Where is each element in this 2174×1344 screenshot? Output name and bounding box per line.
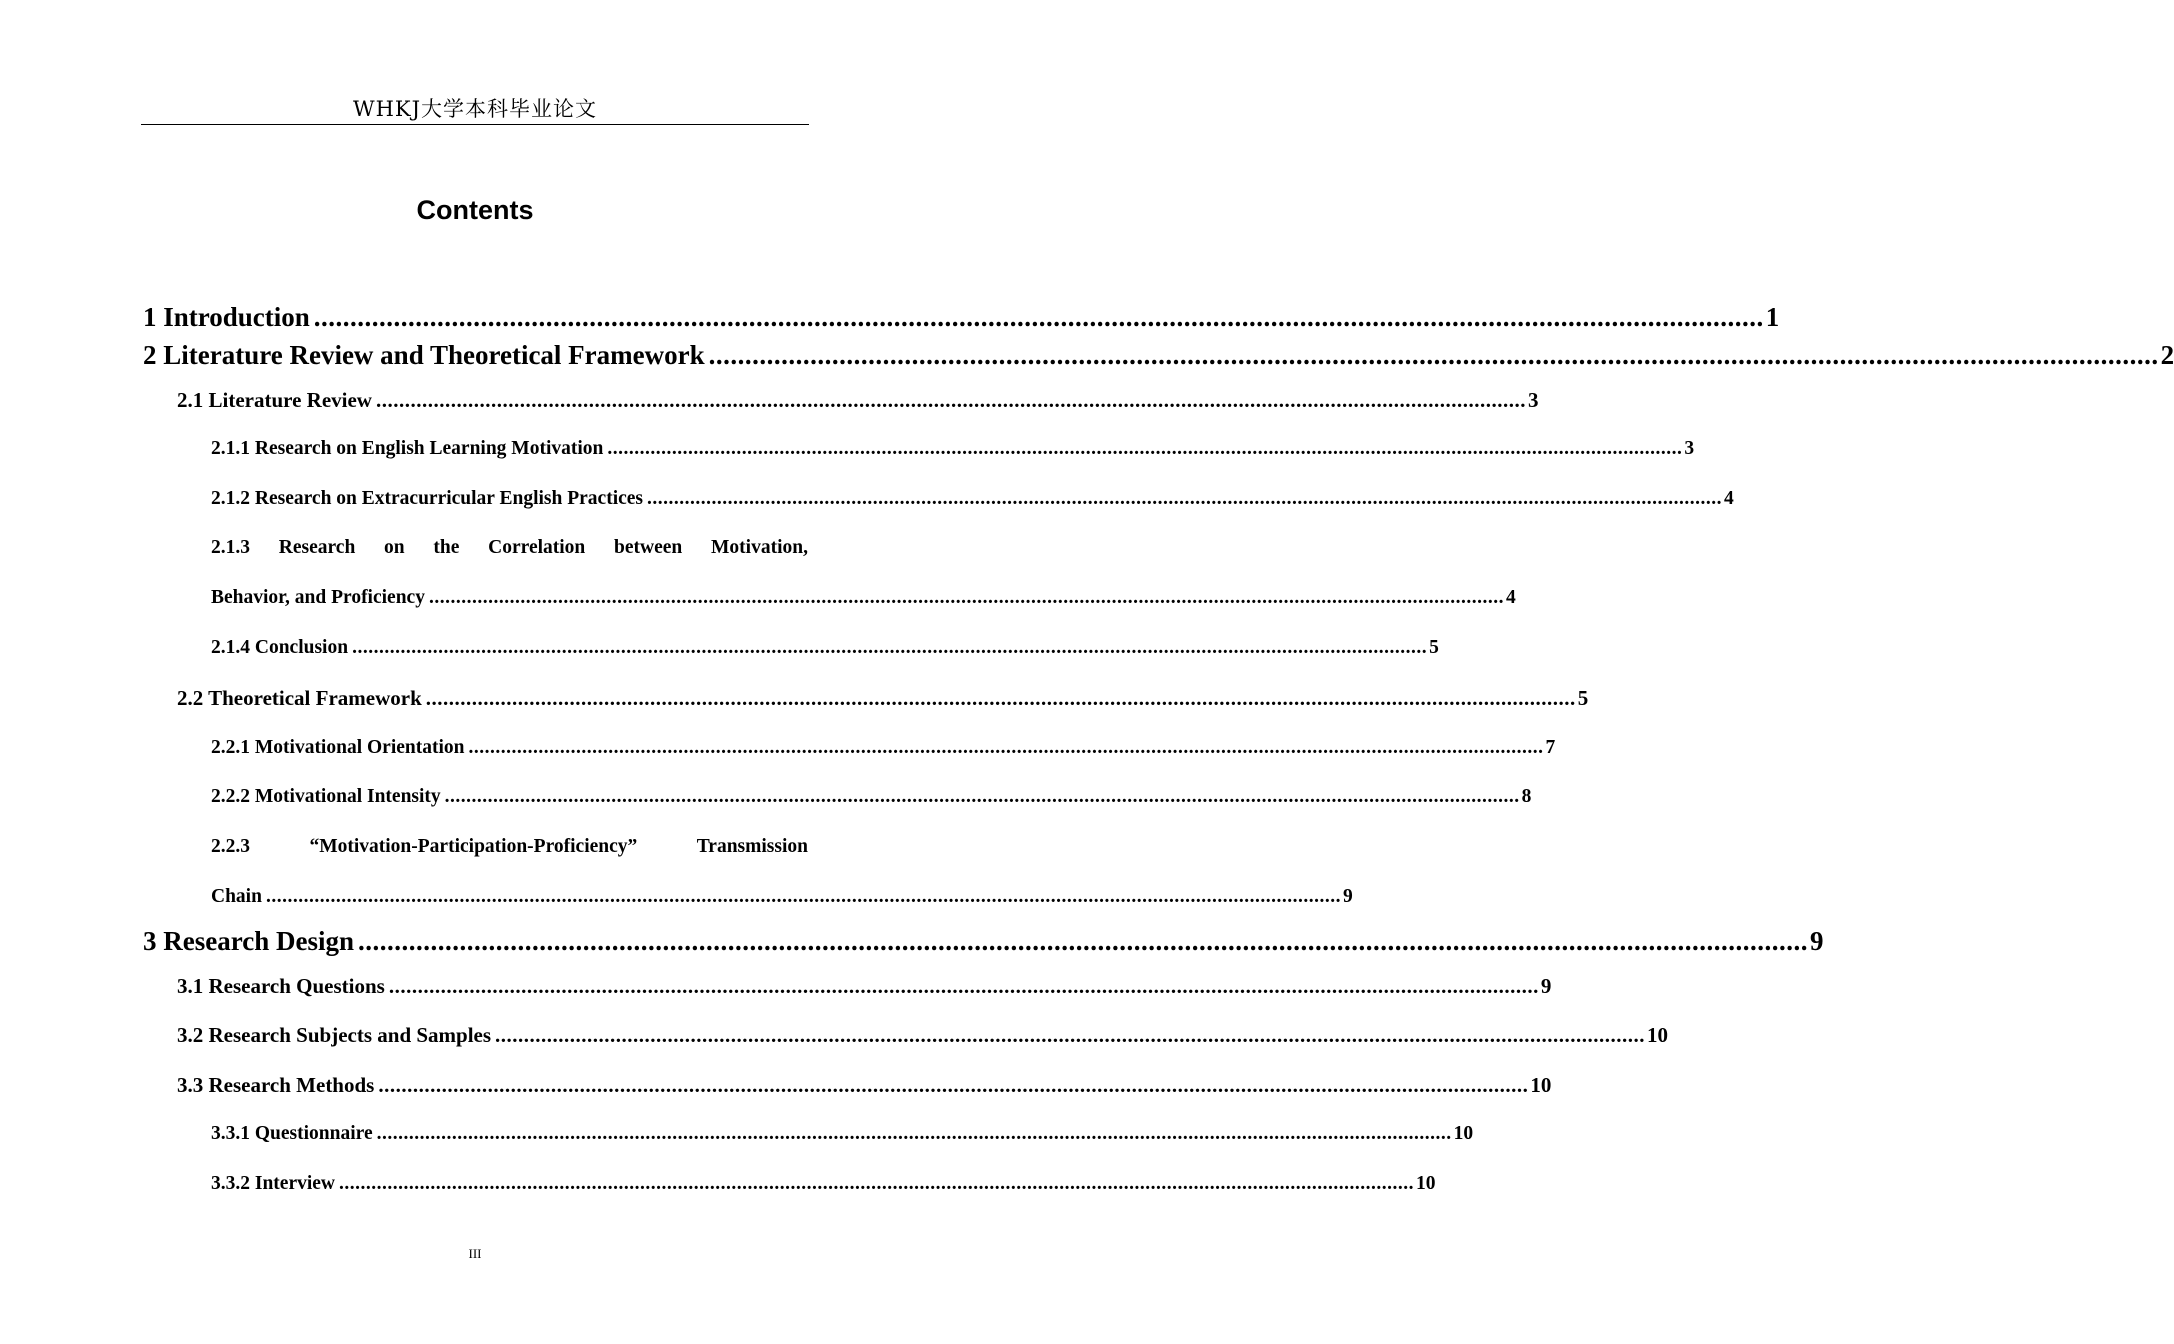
toc-leader-dots: ........................................................................................................................................................................................................ — [425, 686, 1576, 710]
toc-entry-word: 2.1.3 — [211, 537, 250, 558]
toc-entry-title: Behavior, and Proficiency — [211, 587, 425, 608]
toc-entry-page: 3 — [1684, 438, 1695, 459]
toc-entry-3[interactable] — [143, 926, 1824, 957]
toc-entry-title: 3.2 Research Subjects and Samples — [177, 1023, 492, 1047]
header-rule — [141, 124, 809, 125]
toc-entry-3-1[interactable] — [177, 974, 1552, 999]
toc-entry-page: 8 — [1521, 786, 1532, 807]
toc-leader-dots: ........................................................................................................................................................................................................ — [444, 786, 1520, 807]
toc-leader-dots: ........................................................................................................................................................................................................ — [313, 302, 1764, 332]
toc-entry-page: 5 — [1577, 686, 1589, 710]
toc-entry-3-2[interactable] — [177, 1023, 1669, 1048]
toc-entry-page: 2 — [2160, 340, 2174, 370]
toc-leader-dots: ........................................................................................................................................................................................................ — [339, 1173, 1415, 1194]
toc-entry-2-1-3-line-1[interactable] — [211, 537, 808, 559]
toc-entry-2-2-3-line-1[interactable] — [211, 836, 808, 858]
toc-leader-dots: ........................................................................................................................................................................................................ — [375, 388, 1526, 412]
toc-leader-dots: ........................................................................................................................................................................................................ — [428, 587, 1504, 608]
toc-leader-dots: ........................................................................................................................................................................................................ — [378, 1073, 1529, 1097]
toc-entry-word: between — [614, 537, 683, 558]
toc-entry-title: 2 Literature Review and Theoretical Framework — [143, 340, 705, 370]
toc-entry-3-3-1[interactable] — [211, 1123, 1474, 1145]
toc-entry-3-3[interactable] — [177, 1073, 1552, 1098]
toc-entry-page: 10 — [1530, 1073, 1552, 1097]
toc-leader-dots: ........................................................................................................................................................................................................ — [388, 974, 1539, 998]
toc-entry-title: 1 Introduction — [143, 302, 310, 332]
toc-heading: Contents — [416, 195, 534, 225]
toc-entry-title: 2.1.2 Research on Extracurricular English Practices — [211, 488, 644, 509]
toc-leader-dots: ........................................................................................................................................................................................................ — [376, 1123, 1452, 1144]
toc-leader-dots: ........................................................................................................................................................................................................ — [357, 926, 1808, 956]
toc-entry-word: 2.2.3 — [211, 836, 250, 857]
toc-leader-dots: ........................................................................................................................................................................................................ — [352, 637, 1428, 658]
toc-entry-2-1-3-line-2[interactable] — [211, 587, 1516, 609]
toc-entry-2-2-3-line-2[interactable] — [211, 886, 1353, 908]
toc-entry-title: 3.3.1 Questionnaire — [211, 1123, 373, 1144]
toc-entry-page: 7 — [1545, 737, 1556, 758]
toc-leader-dots: ........................................................................................................................................................................................................ — [607, 438, 1683, 459]
toc-entry-page: 9 — [1342, 886, 1353, 907]
toc-leader-dots: ........................................................................................................................................................................................................ — [468, 737, 1544, 758]
toc-entry-word: “Motivation-Participation-Proficiency” — [309, 836, 638, 857]
page-number: III — [468, 1246, 482, 1261]
toc-entry-page: 4 — [1724, 488, 1734, 509]
toc-entry-title: 2.2 Theoretical Framework — [177, 686, 422, 710]
toc-entry-2-1-1[interactable] — [211, 438, 1695, 460]
toc-entry-2-1-4[interactable] — [211, 637, 1439, 659]
toc-entry-title: 2.2.1 Motivational Orientation — [211, 737, 465, 758]
toc-entry-word: Motivation, — [711, 537, 808, 558]
toc-entry-title: 3.3 Research Methods — [177, 1073, 375, 1097]
toc-entry-page: 9 — [1540, 974, 1552, 998]
toc-entry-word: the — [433, 537, 460, 558]
toc-entry-page: 9 — [1809, 926, 1824, 956]
toc-entry-page: 4 — [1505, 587, 1516, 608]
toc-entry-page: 10 — [1453, 1123, 1474, 1144]
toc-leader-dots: ........................................................................................................................................................................................................ — [647, 488, 1723, 509]
toc-leader-dots: ........................................................................................................................................................................................................ — [265, 886, 1341, 907]
toc-entry-page: 3 — [1527, 388, 1539, 412]
toc-entry-2-1-2[interactable] — [211, 488, 1734, 510]
toc-entry-2-2-2[interactable] — [211, 786, 1532, 808]
toc-entry-title: 3.1 Research Questions — [177, 974, 385, 998]
toc-entry-3-3-2[interactable] — [211, 1173, 1436, 1195]
toc-entry-title: 2.2.2 Motivational Intensity — [211, 786, 441, 807]
toc-entry-word: Correlation — [488, 537, 586, 558]
toc-leader-dots: ........................................................................................................................................................................................................ — [495, 1023, 1646, 1047]
toc-entry-2-1[interactable] — [177, 388, 1539, 413]
toc-entry-1[interactable] — [143, 302, 1780, 333]
toc-entry-title: Chain — [211, 886, 262, 907]
toc-entry-page: 1 — [1765, 302, 1780, 332]
toc-entry-word: Research — [278, 537, 356, 558]
toc-entry-title: 3.3.2 Interview — [211, 1173, 336, 1194]
toc-entry-2-2-1[interactable] — [211, 737, 1556, 759]
toc-entry-title: 2.1 Literature Review — [177, 388, 372, 412]
toc-entry-title: 2.1.4 Conclusion — [211, 637, 349, 658]
page-header-title: WHKJ大学本科毕业论文 — [352, 97, 597, 121]
toc-entry-page: 10 — [1416, 1173, 1436, 1194]
toc-entry-word: Transmission — [696, 836, 808, 857]
toc-entry-2-2[interactable] — [177, 686, 1589, 711]
toc-entry-title: 2.1.1 Research on English Learning Motivation — [211, 438, 604, 459]
toc-entry-word: on — [384, 537, 405, 558]
toc-leader-dots: ........................................................................................................................................................................................................ — [708, 340, 2159, 370]
toc-entry-2[interactable] — [143, 340, 2174, 371]
toc-entry-title: 3 Research Design — [143, 926, 354, 956]
toc-entry-page: 5 — [1429, 637, 1439, 658]
toc-entry-page: 10 — [1647, 1023, 1669, 1047]
